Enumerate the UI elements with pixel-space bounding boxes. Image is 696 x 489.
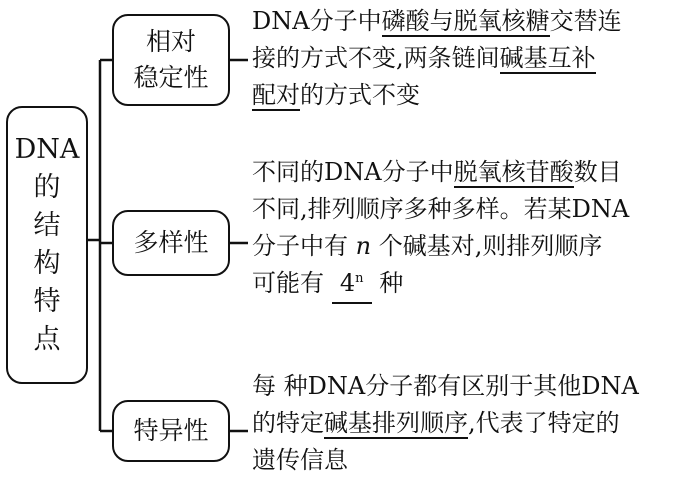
desc-row <box>252 265 692 302</box>
description-specificity <box>252 368 692 479</box>
desc-text: 数目 <box>573 158 622 186</box>
description-diversity <box>252 154 692 302</box>
blank-base: 4 <box>339 269 356 297</box>
root-label-line: 点 <box>33 324 61 355</box>
desc-text: 不同,排列顺序多种多样。若某DNA <box>252 195 630 223</box>
desc-text: DNA分子中 <box>252 7 382 35</box>
blank-exponent: n <box>355 271 364 286</box>
desc-text: 个碱基对,则排列顺序 <box>371 232 603 260</box>
desc-row <box>252 3 692 40</box>
desc-text: 的方式不变 <box>300 81 420 109</box>
desc-text: 交替连 <box>549 7 622 35</box>
desc-text: 可能有 <box>252 269 332 297</box>
desc-text: 分子中有 <box>252 232 356 260</box>
branch-node-stability <box>112 14 230 106</box>
root-node <box>6 106 88 384</box>
desc-text: ,代表了特定的 <box>468 409 620 437</box>
branch-node-specificity <box>112 400 230 462</box>
desc-text: 每 种DNA分子都有区别于其他DNA <box>252 372 639 400</box>
desc-underlined-term: 脱氧核苷酸 <box>453 158 574 186</box>
root-label-line: 的 <box>33 172 61 203</box>
desc-row <box>252 405 692 442</box>
branch-label-line: 相对 <box>145 27 196 56</box>
branch-label: 特异性 <box>133 416 209 445</box>
desc-underlined-term: 配对 <box>252 81 300 109</box>
desc-row <box>252 228 692 265</box>
desc-underlined-term: 碱基排列顺序 <box>324 409 468 437</box>
branch-node-diversity <box>112 210 230 276</box>
desc-text: 遗传信息 <box>252 446 348 474</box>
desc-text: 接的方式不变,两条链间 <box>252 44 500 72</box>
desc-row <box>252 77 692 114</box>
desc-underlined-term: 碱基互补 <box>499 44 596 72</box>
desc-text: 不同的DNA分子中 <box>252 158 454 186</box>
root-label-line: DNA <box>14 134 80 165</box>
answer-blank <box>332 265 372 304</box>
desc-row <box>252 154 692 191</box>
desc-row <box>252 40 692 77</box>
desc-text: 的特定 <box>252 409 324 437</box>
desc-row <box>252 191 692 228</box>
desc-row <box>252 368 692 405</box>
branch-label-line: 稳定性 <box>133 63 209 92</box>
root-label-line: 特 <box>33 286 61 317</box>
root-label-line: 构 <box>33 248 61 279</box>
root-label-line: 结 <box>33 210 61 241</box>
variable-n: n <box>355 232 372 260</box>
description-stability <box>252 3 692 114</box>
desc-underlined-term: 磷酸与脱氧核糖 <box>381 7 550 35</box>
desc-row <box>252 442 692 479</box>
desc-text: 种 <box>371 269 404 297</box>
branch-label: 多样性 <box>133 228 209 257</box>
